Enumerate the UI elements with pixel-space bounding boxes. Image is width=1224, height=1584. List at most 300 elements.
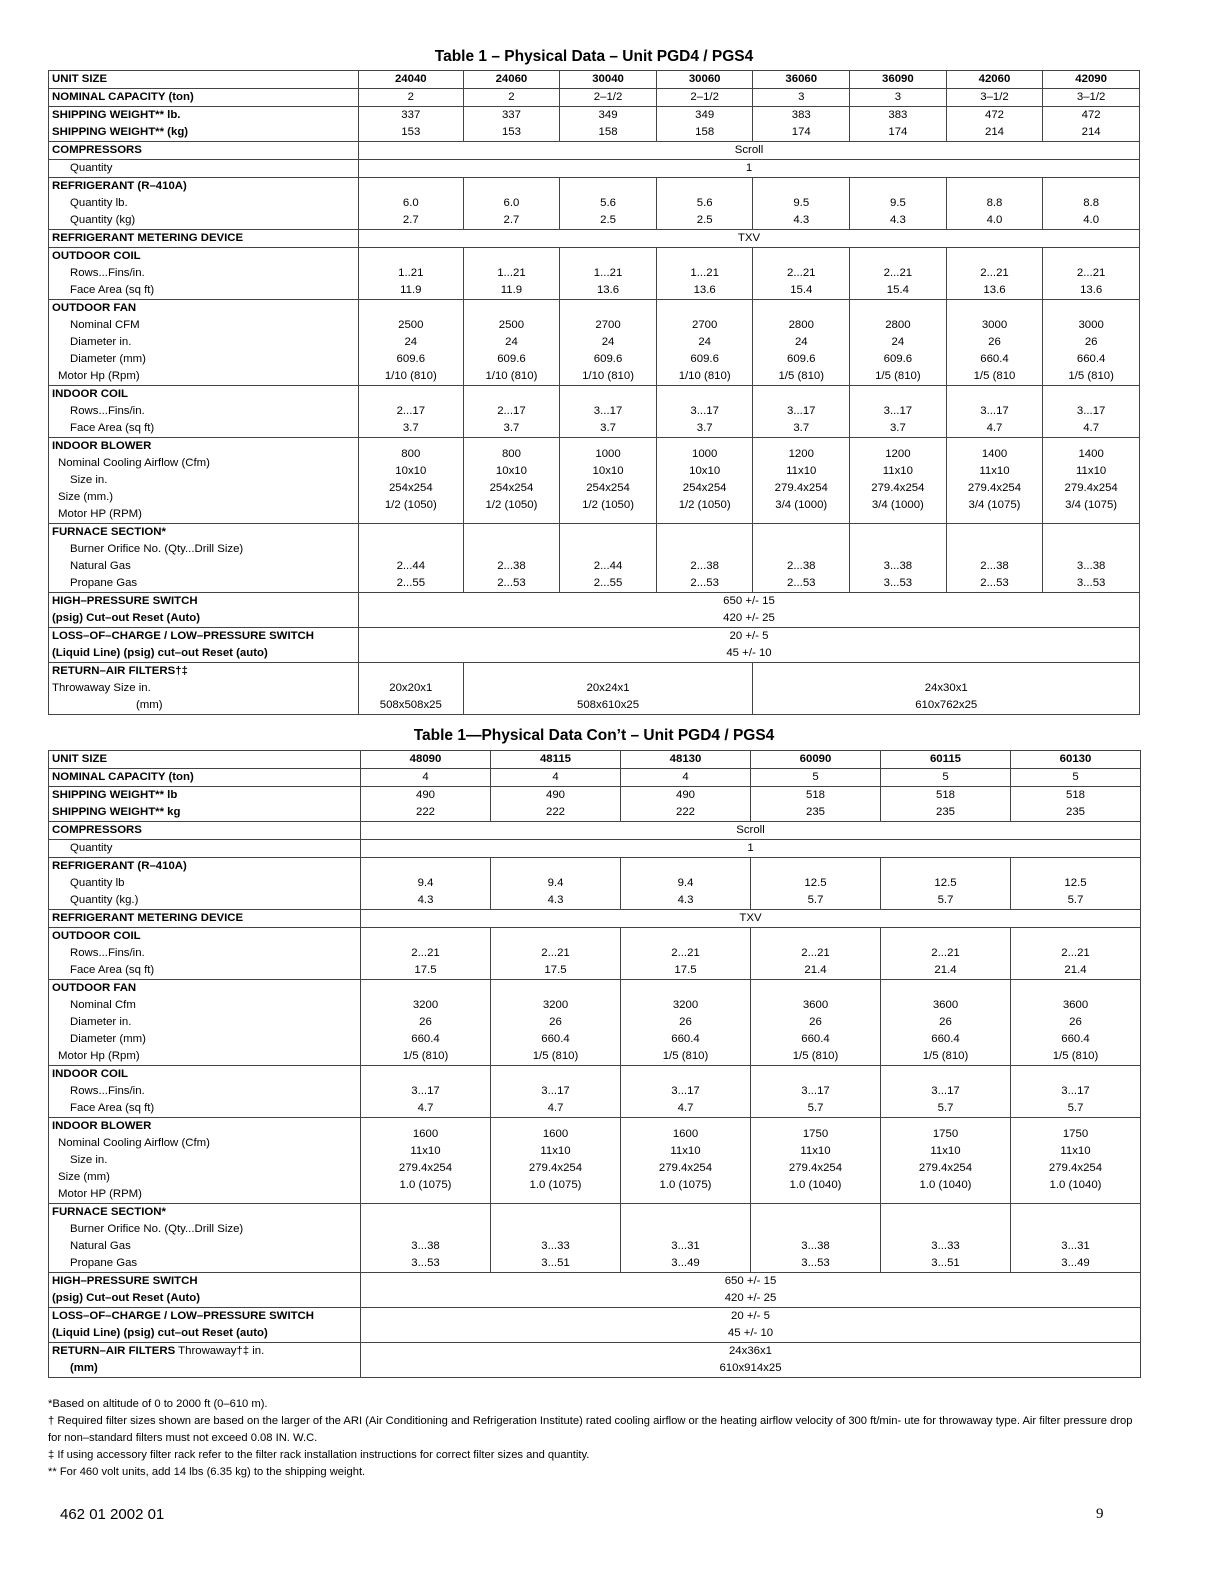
footnote-460-volt: ** For 460 volt units, add 14 lbs (6.35 kg) to the shipping weight. — [48, 1466, 366, 1478]
propane-gas-orifice: 3...51 — [931, 1257, 960, 1269]
outdoor-fan-label: OUTDOOR FAN — [52, 302, 137, 314]
outdoor-fan-dia-in: 24 — [698, 336, 711, 348]
value-cell — [560, 524, 657, 593]
value-cell — [850, 524, 947, 593]
metering-device-label: REFRIGERANT METERING DEVICE — [52, 232, 244, 244]
outdoor-fan-cfm: 3600 — [932, 999, 959, 1011]
shipping-weight-lb: 349 — [695, 109, 715, 121]
value-cell — [753, 107, 850, 142]
indoor-blower-cfm: 1200 — [788, 448, 814, 460]
value-cell — [491, 928, 621, 980]
indoor-coil-area: 3.7 — [503, 422, 520, 434]
indoor-blower-size-in: 11x10 — [786, 465, 817, 477]
row-label — [49, 438, 359, 524]
nominal-capacity-value: 4 — [422, 771, 429, 783]
refrigerant-kg: 2.7 — [402, 214, 419, 226]
value-cell — [361, 769, 491, 787]
propane-gas-orifice: 2...55 — [593, 577, 623, 589]
indoor-blower-motor: 1/2 (1050) — [678, 499, 731, 511]
outdoor-fan-cfm: 3000 — [981, 319, 1008, 331]
indoor-blower-cfm-label: Nominal Cooling Airflow (Cfm) — [58, 457, 210, 469]
row-label — [49, 858, 361, 910]
footnote-filter-sizes: † Required filter sizes shown are based on the larger of the ARI (Air Conditioning and Refrigeration Institute) rated cooling airflow or the heating airflow velocity of 300 ft/min- ute for throwaway type. Air filter pressure drop for non–standard filters must not exceed 0.08 IN. W.C. — [48, 1415, 1133, 1444]
value-cell — [361, 840, 1141, 858]
loss-of-charge-label: LOSS–OF–CHARGE / LOW–PRESSURE SWITCH — [52, 1310, 315, 1322]
outdoor-coil-row — [49, 928, 1141, 980]
value-cell — [753, 248, 850, 300]
outdoor-coil-rows: 2...21 — [883, 267, 913, 279]
refrigerant-kg: 4.3 — [547, 894, 564, 906]
row-label — [49, 910, 361, 928]
refrigerant-kg-label: Quantity (kg) — [70, 214, 136, 226]
shipping-weight-lb: 472 — [984, 109, 1004, 121]
outdoor-fan-motor: 1/5 (810) — [1052, 1050, 1099, 1062]
outdoor-coil-area: 21.4 — [934, 964, 957, 976]
value-cell — [358, 230, 1139, 248]
natural-gas-orifice: 3...31 — [1061, 1240, 1090, 1252]
natural-gas-orifice: 3...33 — [541, 1240, 570, 1252]
value-cell — [621, 980, 751, 1066]
indoor-blower-size-mm: 279.4x254 — [658, 1162, 713, 1174]
indoor-blower-size-in: 10x10 — [592, 465, 624, 477]
indoor-coil-rows: 3...17 — [801, 1085, 830, 1097]
value-cell — [560, 386, 657, 438]
filter-group2-in: 20x24x1 — [586, 682, 630, 694]
outdoor-coil-rows: 2...21 — [541, 947, 570, 959]
row-label — [49, 1273, 361, 1308]
outdoor-fan-dia-mm: 609.6 — [396, 353, 426, 365]
indoor-blower-motor: 1.0 (1075) — [529, 1179, 582, 1191]
outdoor-coil-area: 21.4 — [804, 964, 827, 976]
indoor-blower-motor: 3/4 (1075) — [968, 499, 1021, 511]
value-cell — [621, 1204, 751, 1273]
value-cell — [358, 248, 463, 300]
nominal-capacity-value: 3 — [798, 91, 805, 103]
indoor-blower-size-mm: 279.4x254 — [1064, 482, 1118, 494]
high-pressure-cutout: 650 +/- 15 — [724, 1275, 777, 1287]
unit-size-30040: 30040 — [560, 71, 657, 89]
outdoor-coil-rows: 2...21 — [787, 267, 816, 279]
value-cell — [881, 1066, 1011, 1118]
refrigerant-label: REFRIGERANT (R–410A) — [52, 180, 187, 192]
row-label — [49, 142, 359, 160]
value-cell — [850, 107, 947, 142]
high-pressure-switch-label: HIGH–PRESSURE SWITCH — [52, 595, 198, 607]
row-label — [49, 248, 359, 300]
outdoor-fan-cfm: 3200 — [412, 999, 439, 1011]
outdoor-fan-dia-mm: 660.4 — [541, 1033, 570, 1045]
outdoor-fan-dia-in: 26 — [939, 1016, 952, 1028]
outdoor-fan-dia-in: 24 — [601, 336, 615, 348]
value-cell — [1043, 178, 1140, 230]
filter-size-mm: 610x914x25 — [719, 1362, 782, 1374]
nominal-capacity-row — [49, 769, 1141, 787]
unit-size-60115: 60115 — [881, 751, 1011, 769]
high-pressure-switch-row — [49, 593, 1140, 628]
value-cell — [361, 787, 491, 822]
refrigerant-lb: 5.6 — [600, 197, 616, 209]
refrigerant-kg: 4.3 — [889, 214, 906, 226]
outdoor-coil-rows: 1..21 — [398, 267, 424, 279]
filter-group2-mm: 508x610x25 — [577, 699, 640, 711]
shipping-weight-kg: 235 — [935, 806, 955, 818]
indoor-blower-size-mm: 254x254 — [388, 482, 433, 494]
refrigerant-lb: 12.5 — [804, 877, 827, 889]
indoor-blower-row — [49, 438, 1140, 524]
nominal-capacity-row — [49, 89, 1140, 107]
outdoor-fan-cfm: 3600 — [1062, 999, 1089, 1011]
outdoor-coil-rows: 2...21 — [931, 947, 960, 959]
indoor-blower-cfm: 1200 — [885, 448, 911, 460]
outdoor-fan-motor: 1/10 (810) — [485, 370, 538, 382]
value-cell — [751, 858, 881, 910]
indoor-coil-label: INDOOR COIL — [52, 388, 128, 400]
indoor-blower-size-mm: 279.4x254 — [774, 482, 828, 494]
indoor-coil-rows: 3...17 — [883, 405, 913, 417]
outdoor-coil-rows-label: Rows...Fins/in. — [70, 267, 145, 279]
value-cell — [881, 769, 1011, 787]
outdoor-fan-dia-in: 24 — [404, 336, 418, 348]
indoor-blower-size-in: 10x10 — [689, 465, 721, 477]
shipping-weight-kg: 174 — [888, 126, 908, 138]
value-cell — [491, 1118, 621, 1204]
nominal-capacity-value: 4 — [682, 771, 689, 783]
filter-group3-in: 24x30x1 — [924, 682, 968, 694]
indoor-coil-area-label: Face Area (sq ft) — [70, 1102, 155, 1114]
indoor-coil-rows: 3...17 — [787, 405, 816, 417]
indoor-coil-rows-label: Rows...Fins/in. — [70, 1085, 145, 1097]
indoor-coil-area: 4.7 — [986, 422, 1003, 434]
compressors-label: COMPRESSORS — [52, 144, 142, 156]
outdoor-fan-dia-in: 26 — [679, 1016, 692, 1028]
value-cell — [358, 524, 463, 593]
indoor-blower-size-in-label: Size in. — [70, 1154, 108, 1166]
indoor-blower-cfm: 1000 — [691, 448, 718, 460]
value-cell — [1043, 248, 1140, 300]
value-cell — [621, 1118, 751, 1204]
indoor-blower-cfm: 1600 — [542, 1128, 569, 1140]
return-air-filters-row — [49, 1343, 1141, 1378]
outdoor-coil-area: 17.5 — [414, 964, 437, 976]
shipping-weight-kg: 214 — [1081, 126, 1101, 138]
indoor-blower-size-mm: 279.4x254 — [967, 482, 1022, 494]
value-cell — [751, 787, 881, 822]
value-cell — [656, 300, 753, 386]
shipping-weight-lb: 472 — [1081, 109, 1101, 121]
row-label — [49, 1204, 361, 1273]
value-cell — [1011, 1066, 1141, 1118]
indoor-coil-rows: 3...17 — [931, 1085, 960, 1097]
value-cell — [656, 248, 753, 300]
outdoor-coil-rows: 2...21 — [1076, 267, 1106, 279]
unit-size-30060: 30060 — [656, 71, 753, 89]
outdoor-fan-motor-label: Motor Hp (Rpm) — [58, 370, 140, 382]
refrigerant-kg: 4.3 — [677, 894, 694, 906]
document-number: 462 01 2002 01 — [60, 1506, 165, 1523]
loss-of-charge-reset: 45 +/- 10 — [726, 647, 772, 659]
loss-of-charge-label: LOSS–OF–CHARGE / LOW–PRESSURE SWITCH — [52, 630, 315, 642]
value-cell — [358, 628, 1139, 663]
metering-device-value: TXV — [737, 232, 761, 244]
burner-orifice-label: Burner Orifice No. (Qty...Drill Size) — [70, 1223, 244, 1235]
value-cell — [753, 178, 850, 230]
refrigerant-row — [49, 178, 1140, 230]
loss-of-charge-cutout: 20 +/- 5 — [729, 630, 769, 642]
shipping-weight-kg: 153 — [401, 126, 421, 138]
natural-gas-orifice: 2...44 — [593, 560, 623, 572]
indoor-coil-area: 3.7 — [793, 422, 810, 434]
refrigerant-lb: 6.0 — [503, 197, 520, 209]
outdoor-fan-dia-mm: 660.4 — [801, 1033, 830, 1045]
unit-size-24060: 24060 — [463, 71, 560, 89]
value-cell — [1043, 524, 1140, 593]
outdoor-fan-dia-in: 26 — [809, 1016, 822, 1028]
unit-size-48130: 48130 — [621, 751, 751, 769]
row-label — [49, 386, 359, 438]
value-cell — [753, 663, 1140, 715]
value-cell — [850, 178, 947, 230]
indoor-blower-motor: 1.0 (1040) — [789, 1179, 842, 1191]
footnote-filter-rack: ‡ If using accessory filter rack refer to the filter rack installation instructions for correct filter sizes and quantity. — [48, 1449, 590, 1461]
nominal-capacity-value: 2–1/2 — [690, 91, 719, 103]
refrigerant-lb: 8.8 — [986, 197, 1003, 209]
indoor-blower-cfm: 800 — [501, 448, 521, 460]
indoor-coil-label: INDOOR COIL — [52, 1068, 128, 1080]
value-cell — [946, 386, 1043, 438]
value-cell — [361, 928, 491, 980]
indoor-blower-size-in-label: Size in. — [70, 474, 108, 486]
indoor-blower-motor: 1/2 (1050) — [582, 499, 635, 511]
natural-gas-orifice: 3...38 — [801, 1240, 830, 1252]
value-cell — [1043, 438, 1140, 524]
indoor-coil-area: 4.7 — [677, 1102, 694, 1114]
indoor-coil-area: 5.7 — [1067, 1102, 1084, 1114]
value-cell — [560, 89, 657, 107]
row-label — [49, 89, 359, 107]
return-air-filters-label: RETURN–AIR FILTERS — [52, 1345, 176, 1357]
metering-device-row — [49, 910, 1141, 928]
indoor-blower-motor: 1/2 (1050) — [485, 499, 538, 511]
value-cell — [358, 663, 463, 715]
outdoor-fan-dia-mm: 660.4 — [1076, 353, 1106, 365]
shipping-weight-kg: 222 — [545, 806, 565, 818]
refrigerant-kg: 4.3 — [417, 894, 434, 906]
indoor-blower-row — [49, 1118, 1141, 1204]
value-cell — [621, 928, 751, 980]
propane-gas-orifice: 2...53 — [690, 577, 719, 589]
natural-gas-orifice: 2...38 — [497, 560, 526, 572]
outdoor-fan-motor: 1/10 (810) — [678, 370, 731, 382]
compressors-row — [49, 142, 1140, 160]
refrigerant-kg: 4.0 — [1083, 214, 1100, 226]
outdoor-coil-rows: 1...21 — [593, 267, 623, 279]
value-cell — [850, 438, 947, 524]
outdoor-fan-dia-mm: 660.4 — [980, 353, 1009, 365]
indoor-blower-motor-label: Motor HP (RPM) — [58, 1188, 142, 1200]
row-label — [49, 769, 361, 787]
value-cell — [753, 386, 850, 438]
metering-device-value: TXV — [739, 912, 762, 924]
outdoor-coil-label: OUTDOOR COIL — [52, 930, 141, 942]
value-cell — [560, 248, 657, 300]
outdoor-fan-motor: 1/10 (810) — [582, 370, 635, 382]
outdoor-fan-cfm-label: Nominal Cfm — [70, 999, 136, 1011]
outdoor-fan-dia-in: 26 — [1084, 336, 1098, 348]
value-cell — [491, 1204, 621, 1273]
return-air-filters-row — [49, 663, 1140, 715]
outdoor-coil-area-label: Face Area (sq ft) — [70, 284, 155, 296]
row-label — [49, 980, 361, 1066]
value-cell — [1011, 858, 1141, 910]
value-cell — [491, 858, 621, 910]
value-cell — [491, 980, 621, 1066]
value-cell — [753, 300, 850, 386]
value-cell — [881, 980, 1011, 1066]
refrigerant-lb: 9.4 — [677, 877, 694, 889]
value-cell — [1011, 980, 1141, 1066]
value-cell — [1011, 787, 1141, 822]
propane-gas-orifice: 3...53 — [883, 577, 913, 589]
row-label — [49, 300, 359, 386]
shipping-weight-lb-label: SHIPPING WEIGHT** lb. — [52, 109, 181, 121]
high-pressure-reset: 420 +/- 25 — [724, 1292, 777, 1304]
row-label — [49, 663, 359, 715]
value-cell — [946, 248, 1043, 300]
outdoor-fan-cfm: 3200 — [542, 999, 569, 1011]
propane-gas-orifice: 2...55 — [396, 577, 426, 589]
natural-gas-orifice: 2...44 — [396, 560, 426, 572]
footnote-altitude: *Based on altitude of 0 to 2000 ft (0–610 m). — [48, 1398, 268, 1410]
compressor-quantity: 1 — [747, 842, 754, 854]
outdoor-fan-cfm: 3600 — [802, 999, 829, 1011]
outdoor-fan-dia-mm: 660.4 — [931, 1033, 960, 1045]
compressor-quantity-row — [49, 840, 1141, 858]
indoor-blower-motor: 1.0 (1040) — [1049, 1179, 1102, 1191]
shipping-weight-row — [49, 107, 1140, 142]
row-label — [49, 1066, 361, 1118]
indoor-coil-rows: 2...17 — [497, 405, 526, 417]
value-cell — [1043, 386, 1140, 438]
nominal-capacity-value: 3–1/2 — [980, 91, 1009, 103]
throwaway-size-label: Throwaway†‡ in. — [175, 1345, 265, 1357]
shipping-weight-lb: 518 — [1065, 789, 1085, 801]
outdoor-fan-motor: 1/5 (810) — [532, 1050, 579, 1062]
shipping-weight-lb: 337 — [401, 109, 421, 121]
nominal-capacity-label: NOMINAL CAPACITY (ton) — [52, 91, 194, 103]
outdoor-coil-area: 13.6 — [596, 284, 620, 296]
value-cell — [361, 858, 491, 910]
propane-gas-label: Propane Gas — [70, 577, 138, 589]
metering-device-row — [49, 230, 1140, 248]
outdoor-fan-dia-mm: 660.4 — [671, 1033, 700, 1045]
return-air-filters-label: RETURN–AIR FILTERS†‡ — [52, 665, 188, 677]
value-cell — [361, 1204, 491, 1273]
indoor-coil-rows: 3...17 — [411, 1085, 440, 1097]
shipping-weight-lb: 383 — [888, 109, 908, 121]
outdoor-fan-cfm: 2700 — [595, 319, 621, 331]
row-label — [49, 593, 359, 628]
shipping-weight-kg: 174 — [791, 126, 811, 138]
shipping-weight-kg-label: SHIPPING WEIGHT** kg — [52, 806, 181, 818]
value-cell — [463, 386, 560, 438]
value-cell — [1011, 928, 1141, 980]
row-label — [49, 1308, 361, 1343]
indoor-blower-size-mm-label: Size (mm) — [58, 1171, 110, 1183]
indoor-blower-size-mm: 279.4x254 — [398, 1162, 453, 1174]
outdoor-fan-dia-in: 24 — [794, 336, 808, 348]
indoor-blower-label: INDOOR BLOWER — [52, 440, 152, 452]
outdoor-fan-dia-in-label: Diameter in. — [70, 1016, 132, 1028]
value-cell — [361, 1273, 1141, 1308]
furnace-section-label: FURNACE SECTION* — [52, 1206, 166, 1218]
nominal-capacity-label: NOMINAL CAPACITY (ton) — [52, 771, 194, 783]
outdoor-fan-cfm: 3200 — [672, 999, 699, 1011]
outdoor-coil-label: OUTDOOR COIL — [52, 250, 141, 262]
high-pressure-switch-row — [49, 1273, 1141, 1308]
value-cell — [361, 980, 491, 1066]
nominal-capacity-value: 5 — [1072, 771, 1079, 783]
outdoor-fan-motor: 1/10 (810) — [384, 370, 437, 382]
indoor-coil-rows: 3...17 — [1076, 405, 1106, 417]
outdoor-coil-area: 21.4 — [1064, 964, 1087, 976]
value-cell — [751, 1066, 881, 1118]
outdoor-fan-dia-in: 24 — [891, 336, 905, 348]
outdoor-fan-row — [49, 300, 1140, 386]
value-cell — [1011, 769, 1141, 787]
indoor-coil-area: 3.7 — [600, 422, 616, 434]
refrigerant-lb: 9.4 — [417, 877, 434, 889]
unit-size-42090: 42090 — [1043, 71, 1140, 89]
indoor-coil-rows: 3...17 — [593, 405, 623, 417]
outdoor-fan-dia-in-label: Diameter in. — [70, 336, 132, 348]
indoor-blower-cfm: 1750 — [932, 1128, 959, 1140]
value-cell — [358, 142, 1139, 160]
compressor-quantity-label: Quantity — [70, 842, 113, 854]
high-pressure-cutout: 650 +/- 15 — [723, 595, 775, 607]
value-cell — [753, 524, 850, 593]
shipping-weight-kg: 158 — [598, 126, 618, 138]
value-cell — [361, 1308, 1141, 1343]
loss-of-charge-reset: 45 +/- 10 — [727, 1327, 774, 1339]
propane-gas-orifice: 3...49 — [671, 1257, 700, 1269]
refrigerant-kg: 2.7 — [503, 214, 520, 226]
nominal-capacity-value: 2 — [508, 91, 515, 103]
outdoor-coil-row — [49, 248, 1140, 300]
value-cell — [358, 386, 463, 438]
value-cell — [491, 1066, 621, 1118]
outdoor-fan-motor-label: Motor Hp (Rpm) — [58, 1050, 140, 1062]
shipping-weight-kg: 214 — [984, 126, 1004, 138]
filter-group3-mm: 610x762x25 — [915, 699, 978, 711]
loss-of-charge-row — [49, 1308, 1141, 1343]
outdoor-coil-area: 15.4 — [790, 284, 813, 296]
value-cell — [946, 300, 1043, 386]
outdoor-fan-dia-mm-label: Diameter (mm) — [70, 1033, 146, 1045]
value-cell — [463, 107, 560, 142]
shipping-weight-kg-label: SHIPPING WEIGHT** (kg) — [52, 126, 189, 138]
value-cell — [881, 787, 1011, 822]
row-label — [49, 628, 359, 663]
refrigerant-lb: 8.8 — [1083, 197, 1100, 209]
refrigerant-lb-label: Quantity lb — [70, 877, 125, 889]
value-cell — [621, 1066, 751, 1118]
value-cell — [463, 178, 560, 230]
outdoor-coil-rows: 1...21 — [497, 267, 526, 279]
shipping-weight-lb: 490 — [675, 789, 695, 801]
indoor-blower-size-in: 11x10 — [930, 1145, 961, 1157]
high-pressure-switch-label: HIGH–PRESSURE SWITCH — [52, 1275, 198, 1287]
loss-of-charge-row — [49, 628, 1140, 663]
